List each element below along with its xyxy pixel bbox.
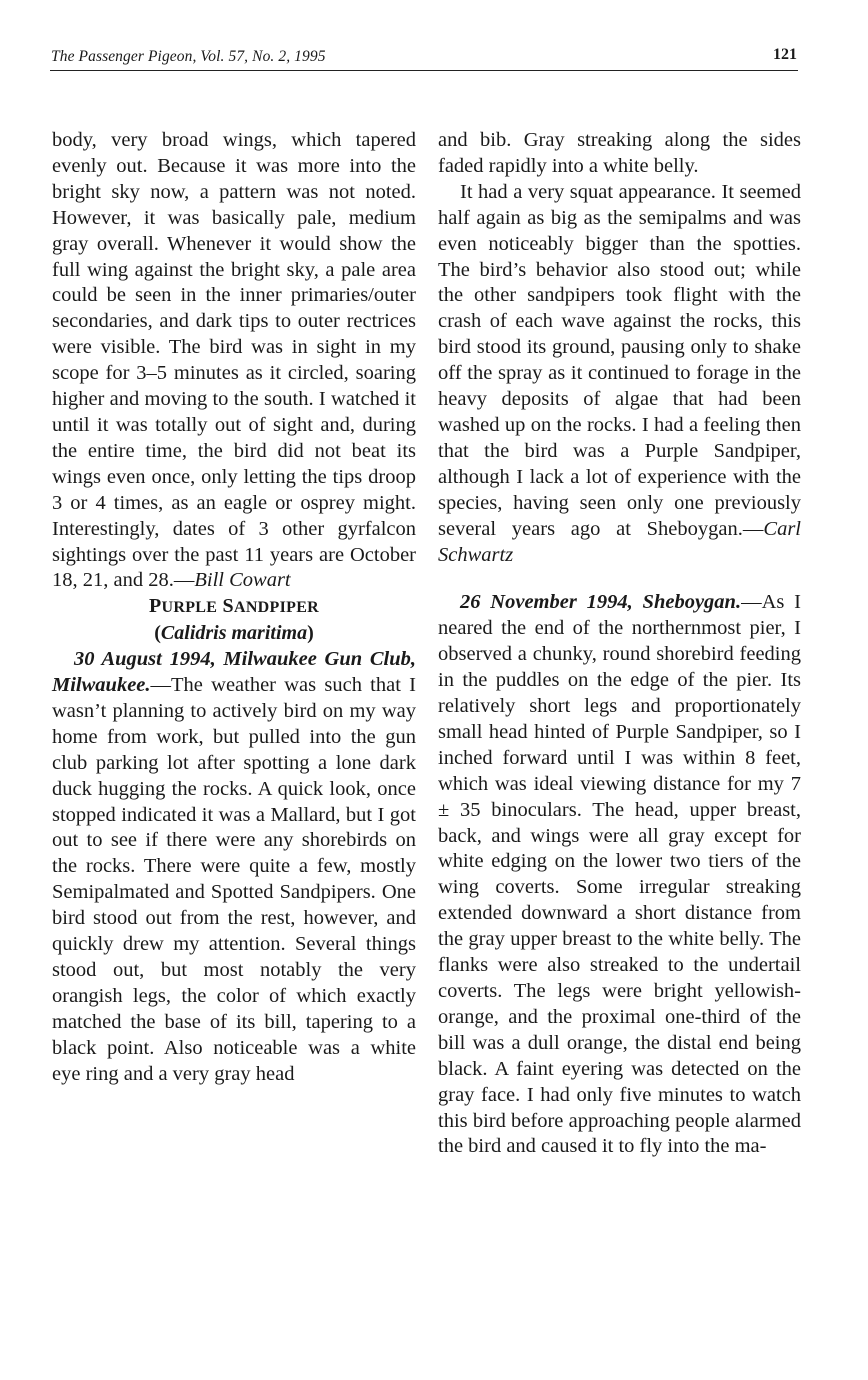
author-signature: Bill Cowart (194, 569, 291, 592)
record-1-continued: and bib. Gray streaking along the sides faded rapidly into a white belly. (438, 129, 801, 177)
author-signature: Carl Schwartz (438, 517, 801, 566)
record-2-dateline: 26 November 1994, Sheboygan. (460, 591, 742, 614)
record-1-paragraph-2 (438, 180, 801, 569)
left-column (52, 128, 416, 1088)
species-heading-initial-2: S (222, 595, 234, 618)
record-1-text: —The weather was such that I wasn’t planning to actively bird on my way home from work, but pulled into the gun club parking lot after spotting a lone dark duck hugging the rocks. A quick look, once stopped indicated it was a Mallard, but I got out to see if there were any shorebirds on the rocks. There were quite a few, mostly Semipalmated and Spotted Sandpipers. One bird stood out from the rest, however, and quickly drew my attention. Several things stood out, but most notably the very orangish legs, the color of which exactly matched the base of its bill, tapering to a black point. Also noticeable was a white eye ring and a very gray head (52, 674, 416, 1085)
paren-open: ( (154, 622, 161, 645)
species-heading (52, 594, 416, 621)
paren-close: ) (307, 622, 314, 645)
species-heading-rest-2: ANDPIPER (233, 599, 320, 617)
record-1-paragraph (52, 647, 416, 1087)
continued-paragraph-text: body, very broad wings, which tapered evenly out. Because it was more into the bright sky now, a pattern was not noted. However, it was basically pale, medium gray overall. Whenever it would show the full wing against the bright sky, a pale area could be seen in the inner primaries/outer secondaries, and dark tips to outer rectrices were visible. The bird was in sight in my scope for 3–5 minutes as it circled, soaring higher and moving to the south. I watched it until it was totally out of sight and, during the entire time, the bird did not beat its wings even once, only letting the tips droop 3 or 4 times, as an eagle or osprey might. Interestingly, dates of 3 other gyrfalcon sightings over the past 11 years are October 18, 21, and 28.— (52, 129, 416, 592)
record-1-dateline: 30 August 1994, Milwaukee Gun Club, Milwaukee. (52, 648, 416, 697)
right-column (438, 128, 801, 1160)
continued-paragraph (52, 128, 416, 594)
scientific-name-text: Calidris maritima (160, 622, 308, 645)
record-1-paragraph-2-text: It had a very squat appearance. It seemed half again as big as the semipalms and was even noticeably bigger than the spotties. The bird’s behavior also stood out; while the other sandpipers took flight with the crash of each wave against the rocks, this bird stood its ground, pausing only to shake off the spray as it continued to forage in the heavy deposits of algae that had been washed up on the rocks. I had a feeling then that the bird was a Purple Sandpiper, although I lack a lot of experience with the species, having seen only one previously several years ago at Sheboygan.— (438, 180, 801, 540)
journal-title: The Passenger Pigeon, Vol. 57, No. 2, 1995 (51, 48, 326, 65)
species-scientific-name (52, 621, 416, 647)
record-2-text: —As I neared the end of the northernmost pier, I observed a chunky, round shorebird feeding in the puddles on the edge of the pier. Its relatively short legs and proportionately small head hinted of Purple Sandpiper, so I inched forward until I was within 8 feet, which was ideal viewing distance for my 7 ± 35 binoculars. The head, upper breast, back, and wings were all gray except for white edging on the lower two tiers of the wing coverts. Some irregular streaking extended downward a short distance from the gray upper breast to the white belly. The flanks were also streaked to the undertail coverts. The legs were bright yellowish-orange, and the proximal one-third of the bill was a dull orange, the distal end being black. A faint eyering was detected on the gray face. I had only five minutes to watch this bird before approaching people alarmed the bird and caused it to fly into the ma- (438, 591, 801, 1158)
record-2-paragraph (438, 590, 801, 1160)
species-heading-initial-1: P (148, 595, 162, 618)
species-heading-rest-1: URPLE (161, 599, 218, 617)
page-number: 121 (773, 46, 797, 63)
running-head (50, 44, 798, 71)
